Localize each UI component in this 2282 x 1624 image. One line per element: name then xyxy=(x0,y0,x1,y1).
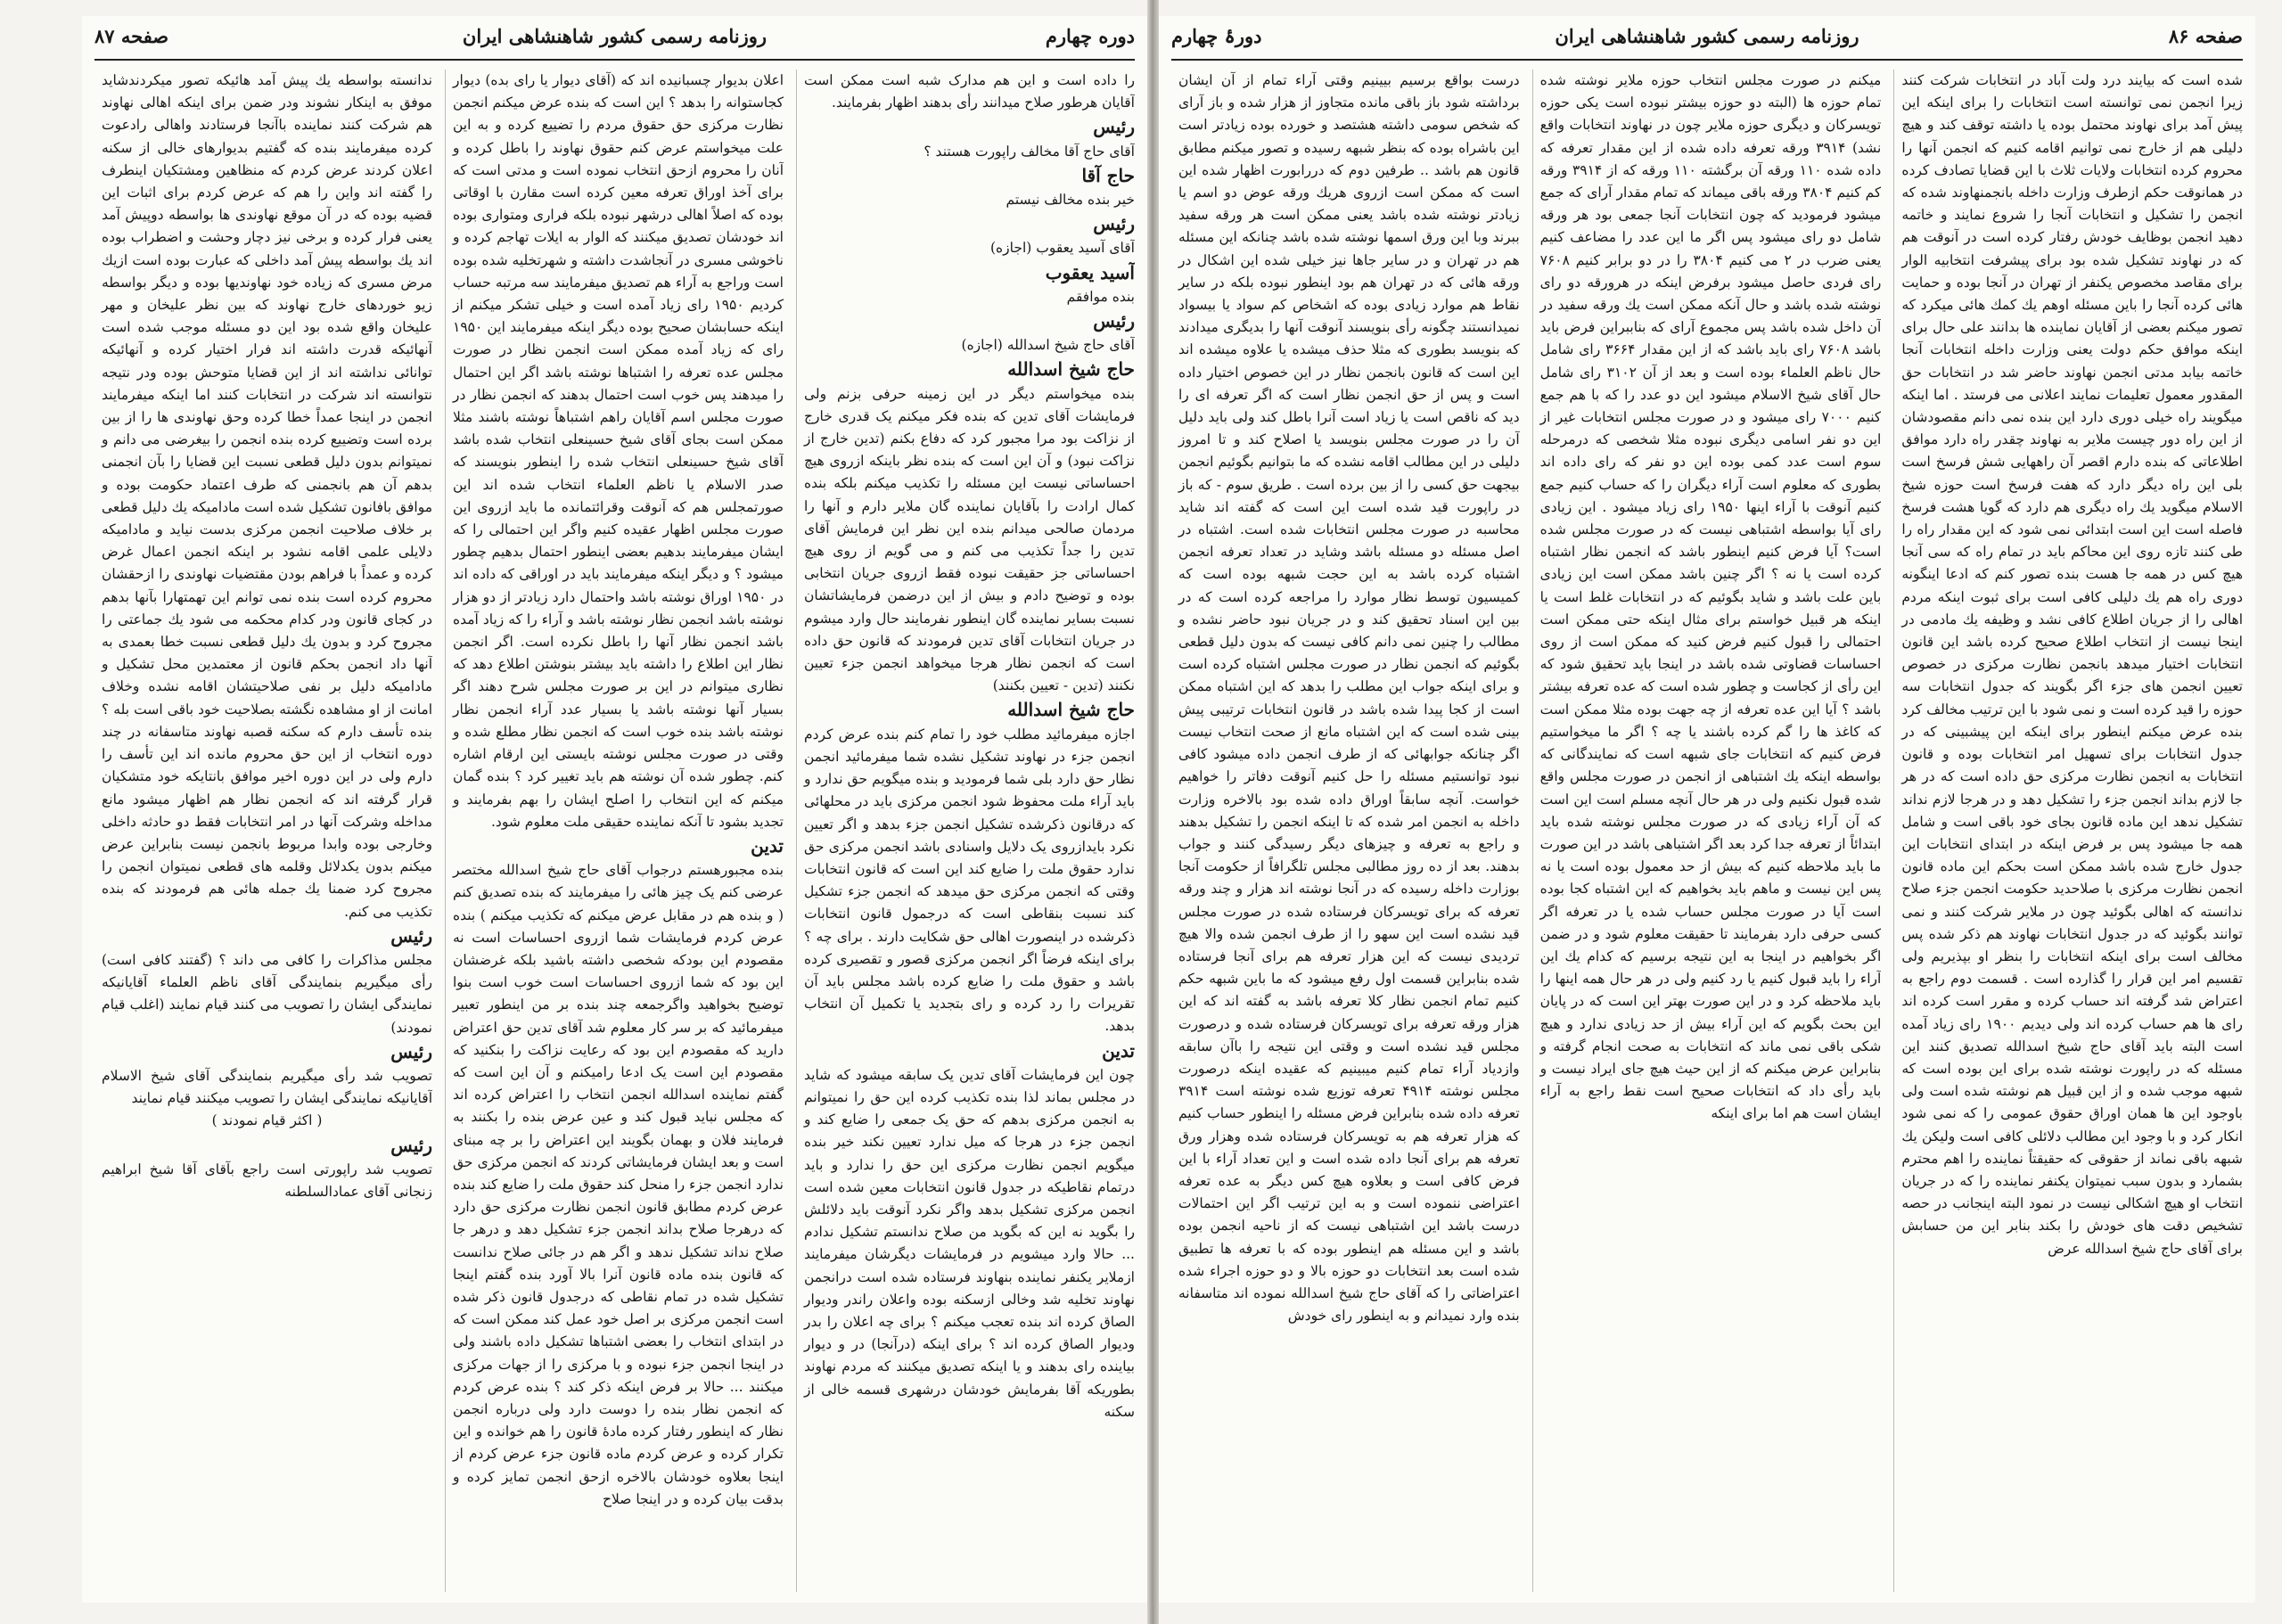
text-column xyxy=(94,70,432,1592)
text-column xyxy=(796,70,1135,1592)
right-page-columns xyxy=(1171,70,2243,1592)
period-label: دورۂ چهارم xyxy=(1171,25,1262,47)
speaker-name: رئیس xyxy=(1093,213,1135,235)
page-number: صفحه ۸۷ xyxy=(94,25,169,47)
paragraph: میکنم در صورت مجلس انتخاب حوزه ملایر نوشته شده تمام حوزه ها (البته دو حوزه بیشتر نبوده است یکی حوزه تویسرکان و دیگری حوزه ملایر چون در نهاوند انتخابات واقع نشد) ۳۹۱۴ ورقه تعرفه داده شده از این مقدار تعرفه که داده شده ۱۱۰ ورقه آن برگشته ۱۱۰ ورقه که از ۳۹۱۴ ورقه کم کنیم ۳۸۰۴ ورقه باقی میماند که تمام مقدار آرای که جمع میشود فرمودید که چون انتخابات آنجا جمعی بود هر ورقه شامل دو رای میشود پس اگر ما این عدد را مضاعف کنیم یعنی ضرب در ۲ می کنیم ۳۸۰۴ را در دو برابر کنیم ۷۶۰۸ رای فردی حاصل میشود برفرض اینکه در هرورقه دو رای نوشته شده باشد و حال آنکه ممکن است یك ورقه سفید در آن داخل شده باشد پس مجموع آرای که بناببراین فرض باید باشد ۷۶۰۸ رای باید باشد که از این مقدار ۳۶۶۴ رای شامل حال ناظم العلماء بوده است و بعد از آن ۳۱۰۲ رای شامل حال آقای شیخ الاسلام میشود این دو عدد را که با هم جمع کنیم ۷۰۰۰ رای میشود و در صورت مجلس انتخابات غیر از این دو نفر اسامی دیگری نبوده مثلا شخصی که درمرحله سوم است عدد کمی بوده این دو نفر که رای داده اند بطوری که معلوم است آراء دیگران را که حساب کنیم جمع کنیم آنوقت با آراء اینها ۱۹۵۰ رای زیاد میشود . این زیادی رای آیا بواسطه اشتباهی نیست که در صورت مجلس شده است؟ آیا فرض کنیم اینطور باشد که انجمن نظار اشتباه کرده است یا نه ؟ اگر چنین باشد ممکن است این زیادی باین علت باشد و شاید بگوئیم که در انتخابات غلط است یا اینکه هر قبیل خواستم برای مثال اینکه حتی ممکن است احتمالی را قبول کنیم فرض کنید که ممکن است از روی احساسات قضاوتی شده باشد در اینجا باید تحقیق شود که این رأی از کجاست و چطور شده است که عده تعرفه بیشتر باشد ؟ آیا این عده تعرفه از چه جهت بوده مثلا ممکن است که کاغذ ها را گم کرده باشند یا چه ؟ اگر ما میخواستیم فرض کنیم که انتخابات جای شبهه است که نمایندگانی که بواسطه اینکه یك اشتباهی از انجمن در صورت مجلس واقع شده قبول نکنیم ولی در هر حال آنچه مسلم است این است که آن آراء زیادی که در صورت مجلس نوشته شده باید ابتدائاً از تعرفه جدا کرد بعد اگر اشتباهی باشد در این صورت ما باید ملاحظه کنیم که بیش از حد معمول بوده است یا نه پس این نیست و ماهم باید بخواهیم که این اشتباه کجا بوده است آیا در صورت مجلس حساب شده یا در تعرفه اگر کسی حرفی دارد بفرمایند تا حقیقت معلوم شود و در ضمن اگر بخواهیم در اینجا به این نتیجه برسیم که کدام یك این آراء را باید قبول کنیم یا رد کنیم ولی در هر حال همه اینها را باید ملاحظه کرد و در این صورت بهتر این است که در پایان این بحث بگویم که این آراء بیش از حد زیادی ندارد و هیچ شکی باقی نمی ماند که انتخابات به صحت انجام گرفته و بنابراین عرض میکنم که از این حیث هیچ جای ایراد نیست و باید رأی داد که انتخابات صحیح است نقط راجع به آراء ایشان است هم اما برای اینکه xyxy=(1539,72,1882,1122)
paragraph: چون این فرمایشات آقای تدین یک سابقه میشود که شاید در مجلس بماند لذا بنده تکذیب کرده این حق را نمیتوانم به انجمن مرکزی بدهم که حق یک جمعی را ضایع کند و انجمن جزء در هرجا که میل ندارد تعیین نکند خیر بنده میگویم انجمن نظارت مرکزی این حق را ندارد و باید درتمام نقاطیکه در جدول قانون انتخابات معین شده است انجمن مرکزی تشکیل بدهد واگر نکرد آنوقت باید دلائلش را بگوید نه این که بگوید من صلاح ندانستم تشکیل ندادم ... حالا وارد میشویم در فرمایشات دیگرشان میفرمایند ازملایر یکنفر نماینده بنهاوند فرستاده شده است درانجمن نهاوند تخلیه شد وخالی ازسکنه بوده واعلان راندر ودیوار الصاق کرده اند بنده تعجب میکنم ؟ برای چه اعلان را بدر ودیوار الصاق کرده اند ؟ برای اینکه (درآنجا) در و دیوار بیاینده رای بدهند و یا اینکه تصدیق میکنند که مردم نهاوند بطوریکه آقا بفرمایش خودشان درشهری قسمه خالی از سکنه xyxy=(804,1066,1135,1420)
paragraph: تصویب شد رأی میگیریم بنمایندگی آقای شیخ الاسلام آقایانیکه نمایندگی ایشان را تصویب میکنند قیام نمایند xyxy=(102,1067,432,1107)
right-page xyxy=(1159,16,2255,1603)
paragraph: تصویب شد راپورتی است راجع بآقای آقا شیخ ابراهیم زنجانی آقای عمادالسلطنه xyxy=(102,1161,432,1200)
newspaper-title: روزنامه رسمی کشور شاهنشاهی ایران xyxy=(1555,25,1859,47)
paragraph: خیر بنده مخالف نیستم xyxy=(1006,192,1135,209)
speaker-name: رئیس xyxy=(390,1040,432,1062)
speaker-name: رئیس xyxy=(1093,116,1135,138)
left-page xyxy=(82,16,1147,1603)
paragraph: آقای آسید یعقوب (اجازه) xyxy=(989,240,1135,257)
paragraph: اجازه میفرمائید مطلب خود را تمام کنم بنده عرض کردم انجمن جزء در نهاوند تشکیل نشده شما میفرمائید انجمن نظار حق دارد بلی شما فرمودید و بنده میگویم حق ندارد و باید آراء ملت محفوظ شود انجمن مرکزی باید در محلهائی که درقانون ذکرشده تشکیل انجمن جزء بدهد و اگر تعیین نکرد بایدازروی یک دلایل واسنادی باشد انجمن مرکزی حق ندارد حقوق ملت را ضایع کند این است که قانون انتخابات وقتی که انجمن مرکزی حق میدهد که انجمن جزء تشکیل کند نسبت بنقاطی است که درجمول قانون انتخابات ذکرشده در اینصورت اهالی حق شکایت دارند . برای چه ؟ برای اینکه فرضاً اگر انجمن مرکزی قصور و تقصیری کرده باشد و حقوق ملت را ضایع کرده باشد مجلس باید آن تقریرات را رد کرده و رای بتجدید یا تکمیل آن انتخاب بدهد. xyxy=(804,726,1135,1035)
header-rule xyxy=(94,59,1135,61)
speaker-name: حاج شیخ اسدالله xyxy=(1007,699,1135,721)
paragraph: مجلس مذاکرات را کافی می داند ؟ (گفتند کافی است) رأی میگیریم بنمایندگی آقای ناظم العلماء آقایانیکه نمایندگی ایشان را تصویب می کنند قیام نمایند (اغلب قیام نمودند) xyxy=(102,951,432,1036)
speaker-name: تدین xyxy=(1102,1039,1135,1062)
right-page-header xyxy=(1171,25,2243,57)
paragraph: ندانسته بواسطه یك پیش آمد هائیکه تصور میکردندشاید موفق به اینکار نشوند ودر ضمن برای اینکه اهالی نهاوند هم شرکت کنند نماینده باآنجا فرستادند واهالی رادعوت کرده میفرمایند بنده که گفتیم بدیوارهای خالی از سکنه اعلان کردند عرض کردم که منظاهین ومشتکیان اینطرف را گفته اند واین را هم که عرض کردم برای اثبات این قضیه بوده که در آن موقع نهاوندی ها بواسطه دوپیش آمد یعنی فرار کرده و برخی نیز دچار وحشت و اضطراب بوده اند یك بواسطه پیش آمد داخلی که عبارت بوده است ازیك مرض مسری که زیاده خود نهاوندیها بوده و دیگر بواسطه زیو خوردهای خارج نهاوند که بین نظر علیخان و مهر علیخان واقع شده بود این دو مسئله موجب شده است آنهائیکه قدرت داشته اند فرار اختیار کرده و آنهائیکه توانائی نداشته اند از این قضایا متوحش بوده ودر نتیجه نتوانسته اند شرکت در انتخابات کنند اما اینکه میفرمایند انجمن در اینجا عمداً خطا کرده وحق نهاوندی ها را از بین برده است وتضییع کرده بنده انجمن را بیغرضی می دانم و نمیتوانم بدون دلیل قطعی نسبت این قضایا را بآن انجمنی بدهم آن هم بانجمنی که طرف اعتماد حکومت بوده و موافق بافانون تشکیل شده است مادامیکه یك دلیل قطعی بر خلاف صلاحیت انجمن مرکزی بدست نیاید و مادامیکه دلایلی علمی اقامه نشود بر اینکه انجمن اعمال غرض کرده و عمداً با فراهم بودن مقتضیات نهاوندی را ازحقشان محروم کرده است بنده نمی توانم این تهمتهارا بآنها بدهم در کجای قانون ودر کدام محکمه می شود یك جماعتی را مجروح کرد و بدون یك دلیل قطعی نسبت خطا بعمدی به آنها داد انجمن بحکم قانون از معتمدین محل تشکیل و مادامیکه دلیل بر نفی صلاحیتشان اقامه نشده وخلاف امانت از او مشاهده نگشته بصلاحیت خود باقی است بله ؟ بنده تأسف دارم که سکنه قصبه نهاوند متاسفانه در چند دوره انتخاب از این حق محروم مانده اند این تأسف را دارم ولی در این دوره اخیر موافق بانتایکه خود متشکیان قرار گرفته اند که انجمن نظار هم اظهار میشود مانع مداخله وشرکت آنها در امر انتخابات فقط دو حادثه داخلی وخارجی بوده وابدا مربوط بانجمن نیست بنابراین عرض میکنم بدون یکدلائل وقلمه های قطعی نمیتوان انجمن را مجروح کرد ضمنا یك جمله هائی هم فرمودند که بنده تکذیب می کنم. xyxy=(102,72,432,920)
paragraph: بنده مجبورهستم درجواب آقای حاج شیخ اسدالله مختصر عرضی کنم یک چیز هائی را میفرمایند که بنده تصدیق کنم ( و بنده هم در مقابل عرض میکنم که تکذیب میکنم ) بنده عرض کردم فرمایشات شما ازروی احساسات است نه مقصودم این بودکه شخصی داشته باشید بلکه غرضشان این بود که شما ازروی احساسات است خوب است بنوا توضیح بخواهید واگرجمعه چند بنده بر من اینطور تعبیر میفرمائید که بر سر کار معلوم شد آقای تدین حق اعتراض دارید که مقصودم این بود که رعایت نزاکت را بنکنید که مقصودم این است یک ادعا رامیکنم و آن این است که گفتم نماینده اسدالله انجمن انتخاب را اعتراض کرده اند که مجلس نباید قبول کند و عین عرض بنده را بکنند به فرمایند فلان و بهمان بگویند این اعتراض را بر چه مبنای است و بعد ایشان فرمایشاتی کردند که انجمن مرکزی حق ندارد انجمن جزء را منحل کند حقوق ملت را ضایع کند بنده عرض کردم مطابق قانون انجمن نظارت مرکزی حق دارد که درهرجا صلاح بداند انجمن جزء تشکیل دهد و درهر جا صلاح نداند تشکیل ندهد و اگر هم در جائی صلاح ندانست که قانون بنده ماده قانون آنرا بالا آورد بنده گفتم اینجا تشکیل شده در تمام نقاطی که درجدول قانون ذکر شده است انجمن مرکزی بر اصل خود عمل کند ممکن است که در ابتدای انتخاب را بعضی اشتباها تشکیل داده باشند ولی در اینجا انجمن جزء نبوده و با مرکزی را از جهات مرکزی میکنند ... حالا بر فرض اینکه ذکر کند ؟ بنده عرض کردم که انجمن نظار بنده را دوست دارد ولی درباره انجمن نظار که اینطور رفتار کرده مادۀ قانون را هم خوانده و این تکرار کرده و عرض کردم ماده قانون جزء عرض کردم از اینجا بعلاوه خودشان بالاخره ازحق انجمن تمایز کرده و بدقت بیان کرده و در اینجا صلاح xyxy=(453,862,784,1507)
page-gutter xyxy=(1147,0,1159,1624)
speaker-name: حاج آقا xyxy=(1081,164,1135,186)
text-column xyxy=(445,70,784,1592)
paragraph: را داده است و این هم مدارک شبه است ممکن است آقایان هرطور صلاح میدانند رأی بدهند اظهار بفرمایند. xyxy=(804,72,1135,111)
period-label: دوره چهارم xyxy=(1045,25,1135,47)
speaker-name: حاج شیخ اسدالله xyxy=(1007,358,1135,381)
vote-result: ( اکثر قیام نمودند ) xyxy=(211,1112,323,1129)
text-column xyxy=(1893,70,2243,1592)
speaker-name: آسید یعقوب xyxy=(1045,261,1135,283)
paragraph: بنده موافقم xyxy=(1066,288,1135,305)
newspaper-title: روزنامه رسمی کشور شاهنشاهی ایران xyxy=(462,25,768,47)
text-column xyxy=(1532,70,1882,1592)
speaker-name: رئیس xyxy=(390,924,432,947)
paragraph: بنده میخواستم دیگر در این زمینه حرفی بزنم ولی فرمایشات آقای تدین که بنده فکر میکنم یک قدری خارج از نزاکت بود مرا مجبور کرد که دفاع بکنم (تدین خارج از نزاکت نبود) و آن این است که بنده نظر باینکه ازروی هیچ احساساتی نیست این مسئله را تکذیب میکنم بلکه بنده کمال ارادت را بآقایان نماینده گان ملایر دارم و آنها را مردمان صالحی میدانم بنده این نظر این فرمایش آقای تدین را جداً تکذیب می کنم و می گویم از روی هیچ احساساتی جز حقیقت نبوده فقط ازروی جریان انتخابی بوده و توضیح دادم و بیش از این درضمن فرمایشاتشان نسبت بسایر نماینده گان اینطور نفرمایند حال وارد میشوم در جریان انتخابات آقای تدین فرمودند که قانون حق داده است که انجمن نظار هرجا میخواهد انجمن جزء تعیین نکنند (تدین - تعیین بکنند) xyxy=(804,385,1135,694)
header-rule xyxy=(1171,59,2243,61)
speaker-name: تدین xyxy=(751,834,784,857)
page-number: صفحه ۸۶ xyxy=(2168,25,2243,47)
left-page-header xyxy=(94,25,1135,57)
paragraph: اعلان بدیوار چسبانیده اند که (آقای دیوار یا رای بده) دیوار کجاستوانه را بدهد ؟ این است که بنده عرض میکنم انجمن نظارت مرکزی حق حقوق مردم را تضییع کرده و به این علت میخواستم عرض کنم حقوق نهاوند را باطل کرده و آنان را محروم ازحق انتخاب نموده است و مدتی است که برای آخذ اوراق تعرفه معین کرده است مقارن با اوقاتی بوده که اصلاً اهالی درشهر نبوده بلکه فراری ومتواری بوده اند خودشان تصدیق میکنند که الوار به ایلات تهاجم کرده و ناخوشی مسری در آنجاشدت داشته و شهرتخلیه شده بوده است وراجع به آراء هم تصدیق میفرمایند سه مرتبه حساب کردیم ۱۹۵۰ رای زیاد آمده است و خیلی تشکر میکنم از اینکه حسابشان صحیح بوده دیگر اینکه میفرمایند این ۱۹۵۰ رای که زیاد آمده ممکن است انجمن نظار در صورت مجلس عده تعرفه را اشتباها نوشته باشد اگر این احتمال را میدهند پس خوب است احتمال بدهند که انجمن نظار در صورت مجلس اسم آقایان راهم اشتباهاً نوشته باشند مثلا ممکن است بجای آقای شیخ حسینعلی انتخاب شده باشد آقای شیخ حسینعلی انتخاب شده را اینطور بنویسند که صدر الاسلام یا ناظم العلماء انتخاب شده اند این صورتمجلس هم که آنوقت وقرائتمانده ما باید ازروی این صورت مجلس اظهار عقیده کنیم واگر این احتمالی را که ایشان میفرمایند بدهیم بعضی اینطور احتمال بدهیم چطور میشود ؟ و دیگر اینکه میفرمایند باید در اوراقی که داده اند در ۱۹۵۰ اوراق نوشته باشد واحتمال دارد زیادتر از دو هزار نوشته باشد انجمن نظار نوشته باشد و آراء را که زیاد آمده باشد انجمن نظار آنها را باطل نکرده است. اگر انجمن نظار این اطلاع را داشته باید بیشتر بنوشتن اطلاع دهد که نظاری میتوانم در این بر صورت مجلس شرح دهند اگر بسیار آنها نوشته باشد یا بسیار عدد آراء انجمن نظار نوشته باشد بنده خوب است که انجمن نظار مطلع شده و وقتی در صورت مجلس نوشته بایستی این ارقام اشاره کنم. چطور شده آن نوشته هم باید تغییر کرد ؟ بنده گمان میکنم که این انتخاب را اصلح ایشان را بهم بفرمایند و تجدید بشود تا آنکه نماینده حقیقی ملت معلوم شود. xyxy=(453,72,784,830)
speaker-name: رئیس xyxy=(1093,310,1135,332)
left-page-columns xyxy=(94,70,1135,1592)
speaker-name: رئیس xyxy=(390,1134,432,1156)
text-column xyxy=(1171,70,1520,1592)
paragraph: آقای حاج شیخ اسدالله (اجازه) xyxy=(961,337,1135,354)
paragraph: شده است که بیایند درد ولت آباد در انتخابات شرکت کنند زیرا انجمن نمی توانسته است انتخابات را برای اینکه این پیش آمد برای نهاوند محتمل بوده یا داشته توقف کند و هیچ دلیلی هم از خارج نمی توانیم اقامه کنیم که انجمن آنها را محروم کرده انتخابات ولایات ثلاث با این قضایا تصادف کرده در همانوقت حکم ازطرف وزارت داخله بانجمنهاوند شده که انجمن را تشکیل و انتخابات آنجا را شروع نمایند و خاتمه دهید انجمن بوظایف خودش رفتار کرده است در آنوقت هم که در نهاوند تشکیل شده بود برای پیشرفت انتخابیه الوار برای مقاصد مخصوص یکنفر از تهران در آنجا بوده و حمایت هائی کرده آنجا را باین مسئله اوهم یك کمك هائی میکرد که تصور میکنم بعضی از آقایان نماینده ها بدانند علی حال برای اینکه موافق حکم دولت یعنی وزارت داخله انتخابات آنجا خاتمه بیابد مدتی انجمن نهاوند حاضر شد در انتخابات حق المقدور معمول تعلیمات نمایند اعلانی می فرستد . اما اینکه میگویند راه خیلی دوری دارد این بنده نمی دانم مقصودشان از این راه دور چیست ملایر به نهاوند چقدر راه دارد موافق اطلاعاتی که بنده دارم اقصر آن راههایی شش فرسخ است بلی این راه دیگر دارد که هفت فرسخ است حوزه شیخ الاسلام میگوید یك راه دیگری هم دارد که گویا هشت فرسخ فاصله است این است ابتدائی نمی شود که این مقدار راه را طی کنند تازه روی این محاکم باید در تمام راه که سی آنجا هیچ کس در همه جا هست بنده تصور کنم که ادعا اینگونه دوری راه هم یك دلیلی کافی است برای ثبوت اینکه مردم اهالی را از جریان اطلاع کافی نشد و وظیفه یك مادمی در اینجا نیست از انتخاب اطلاع صحیح کرده باشد این قانون انتخابات اختیار میدهد بانجمن نظارت مرکزی در خصوص تعیین انجمن های جزء اگر بگویند که جدول انتخابات سه حوزه را قید کرده است و نمی شود با این ترتیب مخالف کرد بنده عرض میکنم اینطور برای اینکه این پیشبینی که در جدول انتخابات برای تسهیل امر انتخابات بوده و قانون انتخابات به انجمن نظارت مرکزی حق داده است که در هر جا لازم بداند انجمن جزء را تشکیل دهد و در هرجا لازم نداند تشکیل ندهد این ماده قانون بجای خود باقی است و شامل همه جا میشود پس بر فرض اینکه در ابتدای انتخابات این جدول خارج شده باشد ممکن است بحکم این ماده قانون انجمن نظارت مرکزی با صلاحدید حکومت انجمن جزء صلاح ندانسته که اهالی بگوئید چون در ملایر شرکت کنند و نمی توانند بگوئید که در جدول انتخابات نهاوند هم ذکر شده پس مخالف است برای اینکه انتخابات را بنظر او بپذیریم ولی تقسیم امر این قرار را گذارده است . قسمت دوم راجع به اعتراض شد گرفته اند حساب کرده و مقرر است کرده اند رای ها هم حساب کرده اند ولی دیدیم ۱۹۰۰ رای زیاد آمده است البته باید آقای حاج شیخ اسدالله تصدیق کنند این مسئله که در راپورت نوشته شده برای این بوده است که شبهه موجب شده و از این قبیل هم نوشته شده است ولی باوجود این ها همان اوراق حقوق عمومی را که نمی شود انکار کرد و با وجود این مطالب دلائلی کافی است ولیکن یك شبهه باقی نماند از حقوقی که حقیقتاً نماینده را اهم محترم بشمارد و بدون سبب نمیتوان یکنفر نماینده را که در جریان انتخاب او هیچ اشکالی نیست در نمود البته اینجانب در حصه تشخیص دقت های خودش را بکند بنابر این من حسابش برای آقای حاج شیخ اسدالله عرض xyxy=(1901,72,2243,1257)
paragraph: درست بواقع برسیم بیینیم وقتی آراء تمام از آن ایشان برداشته شود باز باقی مانده متجاوز از هزار شده و باز آرای که شخص سومی داشته هشتصد و خورده بوده زیادتر است این باشراه بوده که بنظر شبهه رسیده و تصور میکنم مطابق قانون هم باشد .. طرفین دوم که دررابورت اظهار شده این است که ممکن است ازروی هریك ورقه عوض دو اسم یا زیادتر نوشته شده باشد یعنی ممکن است هر ورقه سفید ببرند وبا این ورق اسمها نوشته شده باشد چنانکه این مسئله هم در تهران و در سایر جاها نیز خیلی شده این اشکال در ورقه هائی که در تهران هم بود اینطور نبوده بلکه در سایر نقاط هم موارد زیادی بوده که اشخاص کم سواد یا بیسواد نمیدانستند چگونه رأی بنویسند آنوقت آنها را بدیگری میدادند که بنویسد بطوری که مثلا حذف میشده یا علاوه میشده اند این است که قانون بانجمن نظار در این خصوص اختیار داده است و پس از حق انجمن نظار است که اگر تعرفه ای را دید که ناقص است یا زیاد است آنرا باطل کند ولی باید دلیل آن را در صورت مجلس بنویسد یا اصلاح کند و تا امروز دلیلی در این مطالب اقامه نشده که ما بتوانیم بگوئیم انجمن بیجهت حق کسی را از بین برده است . طریق سوم - که باز در راپورت قید شده است این است که گفته اند شاید محاسبه در صورت مجلس انتخابات شده است. اشتباه در اصل مسئله دو مسئله باشد وشاید در تعداد تعرفه انجمن اشتباه کرده باشد به این حجت شبهه بوده است که کمیسیون توسط نظار موارد را مراجعه کرده است که در بین این اسناد تحقیق کند و در جریان نبود حاضر نشده و مطالب را چنین نمی دانم کافی نیست که بدون دلیل قطعی بگوئیم که انجمن نظار در صورت مجلس اشتباه کرده است و برای اینکه جواب این مطلب را بدهد که این اشتباه ممکن است از کجا پیدا شده باشد در قانون انتخابات ترتیبی پیش بینی شده است که این اشتباه مانع از صحت انتخاب نیست اگر چنانکه جوابهائی که از طرف انجمن داده میشود کافی نبود توانستیم مسئله را حل کنیم آنوقت دفاتر را خواهیم خواست. آنچه سابقاً اوراق داده شده بود بالاخره وزارت داخله به انجمن امر شده که تا اینکه انجمن را تشکیل بدهند و راجع به تعرفه و چیزهای دیگر رسیدگی کنند و جواب بدهند. بعد از ده روز مطالبی مجلس تلگرافاً از حکومت آنجا بوزارت داخله رسیده که در آنجا نوشته اند هزار و چند ورقه تعرفه که برای تویسرکان فرستاده شده در صورت مجلس قید نشده است این سهو را از طرف انجمن شده والا هیچ تردیدی نیست که این هزار تعرفه هم برای آنجا فرستاده شده بنابراین قسمت اول رفع میشود که ما باین شبهه حکم کنیم تمام انجمن نظار کلا تعرفه باشد به گفته اند که این هزار ورقه تعرفه برای تویسرکان فرستاده شده و درصورت مجلس قید نشده است و وقتی این نتیجه را باآن سابقه وازدیاد آراء تمام کنیم میبینیم که عقیده اینکه درصورت مجلس نوشته ۴۹۱۴ تعرفه توزیع شده نوشته است ۳۹۱۴ تعرفه داده شده بنابراین فرض مسئله را اینطور حساب کنیم که هزار تعرفه هم به تویسرکان فرستاده شده وهزار ورق تعرفه هم برای آنجا داده شده است و این تعداد آراء با این فرض کافی است و بعلاوه هیچ کس دیگر به عده تعرفه اعتراضی ننموده است و به این ترتیب اگر این احتمالات درست باشد این اشتباهی نیست که از ناحیه انجمن بوده باشد و این مسئله هم اینطور بوده که با تعرفه ها تطبیق شده است بعد انتخابات دو حوزه بالا و دو حوزه اجراء شده اعتراضاتی را که آقای حاج شیخ اسدالله نموده اند متاسفانه بنده وارد نمیدانم و به اینطور رای خودش xyxy=(1178,72,1520,1325)
paragraph: آقای حاج آقا مخالف راپورت هستند ؟ xyxy=(923,143,1135,160)
